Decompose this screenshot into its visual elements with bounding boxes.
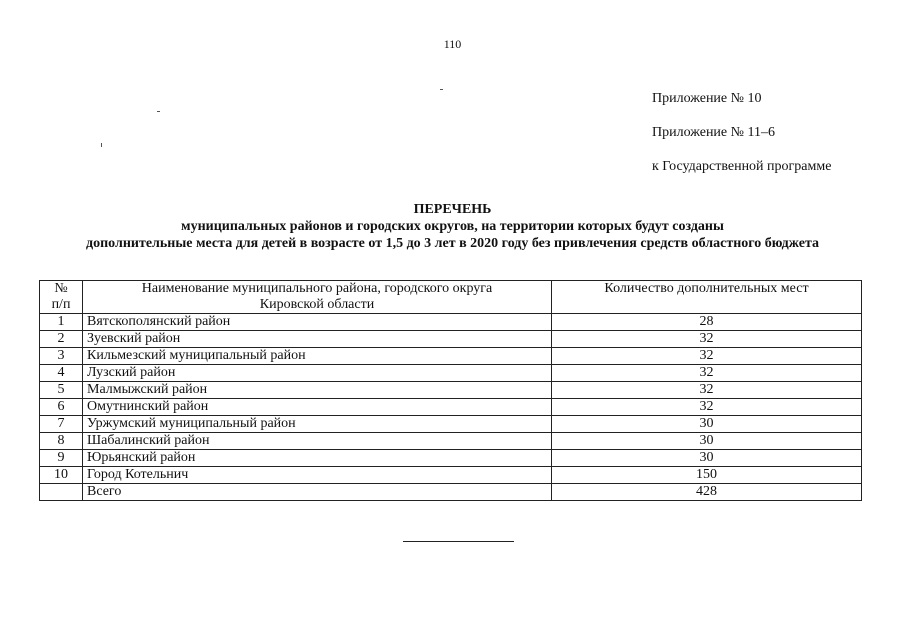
- scan-speck: [101, 143, 102, 147]
- title-line-1: муниципальных районов и городских округов, на территории которых будут созданы: [181, 219, 724, 234]
- row-name: Зуевский район: [83, 331, 552, 348]
- table-row: [40, 314, 862, 331]
- row-count: 30: [552, 450, 862, 467]
- title-heading: ПЕРЕЧЕНЬ: [413, 202, 492, 217]
- table-row: [40, 382, 862, 399]
- header-name-line-2: Кировской области: [259, 297, 375, 312]
- total-label: Всего: [83, 484, 552, 501]
- table-row: [40, 433, 862, 450]
- scan-speck: [440, 89, 443, 90]
- row-name: Малмыжский район: [83, 382, 552, 399]
- header-number-line-1: №: [54, 281, 68, 296]
- row-number: 10: [40, 467, 83, 484]
- row-name: Омутнинский район: [83, 399, 552, 416]
- header-count: Количество дополнительных мест: [552, 281, 862, 314]
- row-count: 150: [552, 467, 862, 484]
- title-line-2: дополнительные места для детей в возрасте от 1,5 до 3 лет в 2020 году без привлечения средств областного бюджета: [86, 236, 819, 251]
- table-row: [40, 467, 862, 484]
- row-count: 32: [552, 348, 862, 365]
- row-name: Лузский район: [83, 365, 552, 382]
- row-name: Юрьянский район: [83, 450, 552, 467]
- row-name: Шабалинский район: [83, 433, 552, 450]
- table-header-row: [40, 281, 862, 314]
- row-count: 30: [552, 433, 862, 450]
- header-name: [83, 281, 552, 314]
- appendix-line-3: к Государственной программе: [652, 159, 832, 174]
- row-count: 32: [552, 365, 862, 382]
- row-count: 32: [552, 382, 862, 399]
- row-name: Кильмезский муниципальный район: [83, 348, 552, 365]
- row-number: 3: [40, 348, 83, 365]
- row-number: 6: [40, 399, 83, 416]
- appendix-line-2: Приложение № 11–6: [652, 125, 775, 140]
- row-name: Вятскополянский район: [83, 314, 552, 331]
- table-row: [40, 348, 862, 365]
- row-number: 5: [40, 382, 83, 399]
- row-count: 32: [552, 399, 862, 416]
- row-name: Город Котельнич: [83, 467, 552, 484]
- footer-divider: [403, 541, 514, 542]
- total-count: 428: [552, 484, 862, 501]
- row-number: 9: [40, 450, 83, 467]
- appendix-line-1: Приложение № 10: [652, 91, 762, 106]
- table-row: [40, 450, 862, 467]
- row-count: 28: [552, 314, 862, 331]
- page-number: 110: [443, 37, 462, 51]
- row-name: Уржумский муниципальный район: [83, 416, 552, 433]
- total-number: [40, 484, 83, 501]
- row-number: 1: [40, 314, 83, 331]
- header-number: [40, 281, 83, 314]
- table-row: [40, 399, 862, 416]
- table-row: [40, 416, 862, 433]
- row-number: 7: [40, 416, 83, 433]
- document-title: [0, 201, 905, 252]
- header-name-line-1: Наименование муниципального района, городского округа: [141, 281, 493, 296]
- header-number-line-2: п/п: [51, 297, 71, 312]
- row-number: 2: [40, 331, 83, 348]
- row-count: 30: [552, 416, 862, 433]
- scan-speck: [157, 111, 160, 112]
- districts-table: [39, 280, 862, 501]
- row-count: 32: [552, 331, 862, 348]
- table-row: [40, 365, 862, 382]
- table-total-row: [40, 484, 862, 501]
- row-number: 4: [40, 365, 83, 382]
- table-row: [40, 331, 862, 348]
- row-number: 8: [40, 433, 83, 450]
